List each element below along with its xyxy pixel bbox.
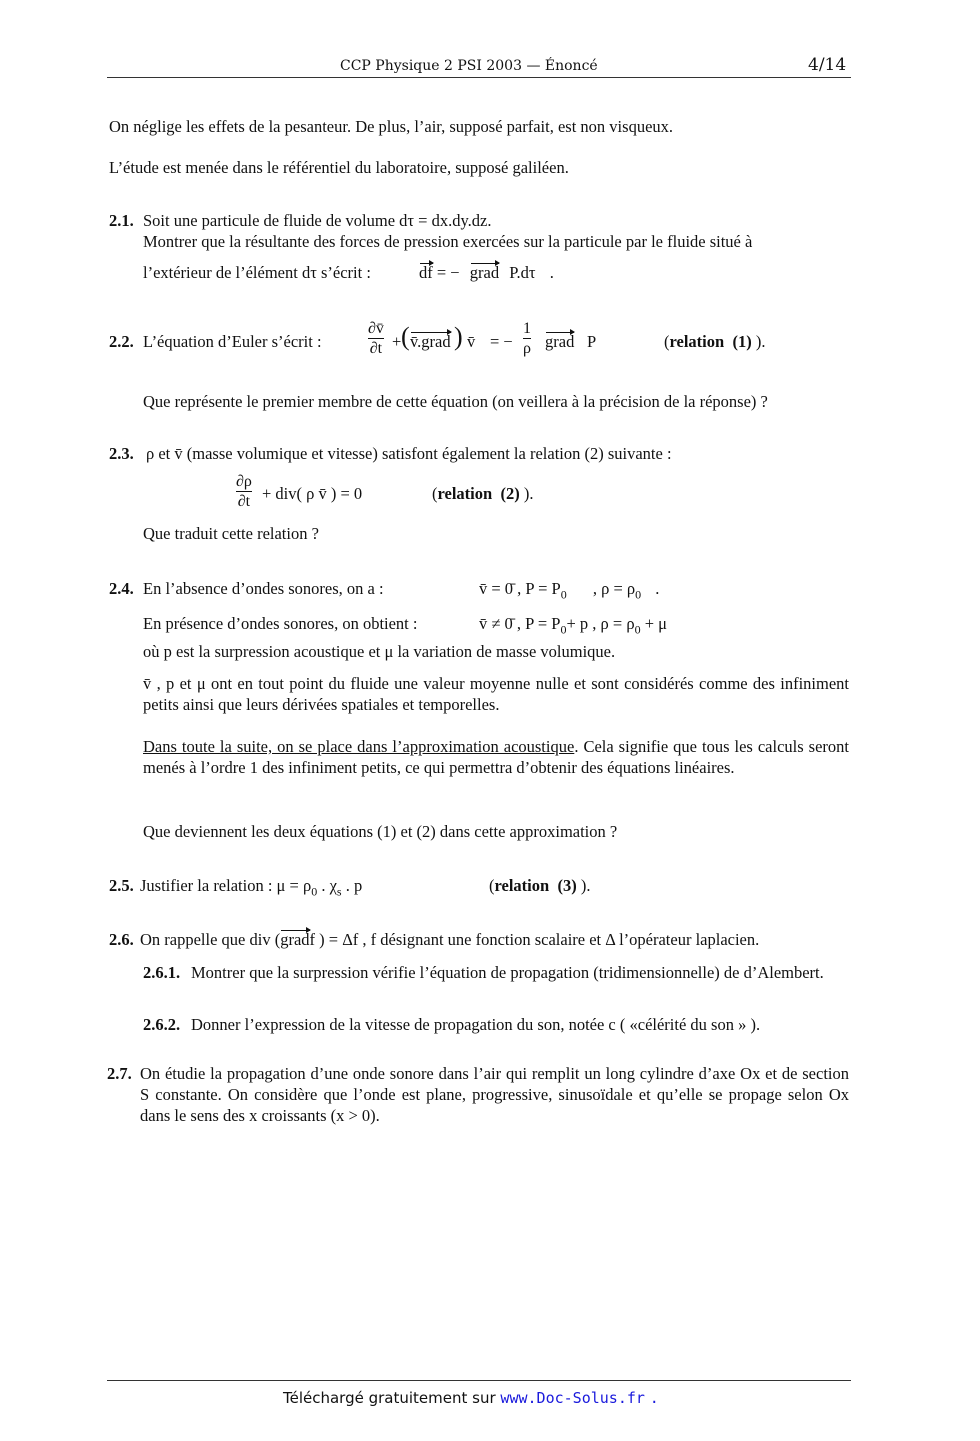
q22-paren-close: ) [454,322,463,351]
q22-paren-open: ( [401,322,410,351]
q27-number: 2.7. [107,1064,132,1083]
footer-text: Téléchargé gratuitement sur [283,1389,496,1407]
relation-1-label: (relation (1) ). [664,332,766,351]
q23-question: Que traduit cette relation ? [143,524,319,543]
relation-2-label: (relation (2) ). [432,484,534,503]
q23-text: ρ et v̄ (masse volumique et vitesse) satisfont également la relation (2) suivante : [146,444,672,463]
q24-para-1: v̄ , p et μ ont en tout point du fluide une valeur moyenne nulle et sont considérés comme des infiniment petits ainsi que leurs dérivées spatiales et temporelles. [143,674,849,714]
q24-eq-1: v̄ = 0̄ , $P = P_0$ , $\rho = \rho_0$ . [479,579,660,602]
q23-number: 2.3. [109,444,134,463]
dv-dt-fraction [368,319,384,358]
q21-line-1: Soit une particule de fluide de volume dτ = dx.dy.dz. [143,211,492,230]
q24-question: Que deviennent les deux équations (1) et (2) dans cette approximation ? [143,822,618,841]
header-title: CCP Physique 2 PSI 2003 — Énoncé [340,58,598,74]
q21-line-2: Montrer que la résultante des forces de pression exercées sur la particule par le fluide situé à [143,232,753,251]
header-rule [107,77,851,78]
q21-number: 2.1. [109,211,134,230]
q23-formula-rest: + div( ρ v̄ ) = 0 [262,484,363,503]
q24-line-2: En présence d’ondes sonores, on obtient : [143,614,418,633]
q21-formula [419,262,554,283]
intro-line-2: L’étude est menée dans le référentiel du laboratoire, supposé galiléen. [109,158,569,177]
q22-grad: grad [545,332,575,351]
q22-plus: + [392,332,402,351]
grad-vector: grad [469,263,500,282]
q262-number: 2.6.2. [143,1015,181,1034]
q262-text: Donner l’expression de la vitesse de propagation du son, notée c ( «célérité du son » ). [191,1015,761,1034]
drho-dt-fraction [236,472,252,511]
q24-line-1: En l’absence d’ondes sonores, on a : [143,579,384,598]
relation-3-label: (relation (3) ). [489,876,591,895]
q22-question: Que représente le premier membre de cette équation (on veillera à la précision de la réponse) ? [143,392,768,411]
q24-number: 2.4. [109,579,134,598]
q26-number: 2.6. [109,930,134,949]
intro-line-1: On néglige les effets de la pesanteur. De plus, l’air, supposé parfait, est non visqueux. [109,117,674,136]
one-over-rho-fraction [523,319,531,358]
q261-text: Montrer que la surpression vérifie l’équation de propagation (tridimensionnelle) de d’Alembert. [191,963,824,982]
q24-eq-2: v̄ ≠ 0̄ , $P = P_0+ p$ , $\rho = \rho_0 + \mu$ [479,614,667,637]
q261-number: 2.6.1. [143,963,181,982]
q22-text: L’équation d’Euler s’écrit : [143,332,322,351]
dv-numerator: ∂v̄ [368,320,384,337]
q22-vgrad: v̄.grad [410,332,451,351]
q21-dot: . [549,263,554,282]
q25-text: Justifier la relation : $\mu = \rho_0$ . $\chi_s$ . p [140,876,363,899]
dt-denominator: ∂t [369,340,383,357]
drho-numerator: ∂ρ [236,473,252,490]
q24-line-3: où p est la surpression acoustique et μ la variation de masse volumique. [143,642,616,661]
rho-denominator: ρ [523,340,531,357]
one-numerator: 1 [523,320,531,337]
df-vector: df [419,263,433,282]
q22-number: 2.2. [109,332,134,351]
q24-para-2: Dans toute la suite, on se place dans l’approximation acoustique. Cela signifie que tous les calculs seront menés à l’ordre 1 des infiniment petits, ce qui permettra d’obtenir des équations linéaires. [143,737,849,777]
q21-line-3: l’extérieur de l’élément dτ s’écrit : [143,263,371,282]
q22-eq: = − [490,332,513,351]
dt-denominator-2: ∂t [237,493,251,510]
q27-text: On étudie la propagation d’une onde sonore dans l’air qui remplit un long cylindre d’axe Ox et de section S constante. On considère que l’onde est plane, progressive, sinusoïdale et qu’elle se propage selon Ox dans le sens des x croissants (x > 0). [140,1064,849,1125]
grad-vector-2: grad [280,930,310,949]
q25-number: 2.5. [109,876,134,895]
q26-text: On rappelle que div (gradf ) = Δf , f désignant une fonction scalaire et Δ l’opérateur laplacien. [140,930,760,949]
footer-rule [107,1380,851,1381]
q22-P: P [587,332,597,351]
q22-v: v̄ [467,332,476,351]
footer-link[interactable]: www.Doc-Solus.fr [500,1389,645,1407]
page-number: 4/14 [808,55,847,75]
approximation-underline: Dans toute la suite, on se place dans l’approximation acoustique [143,737,575,756]
q21-eq: = − [436,263,460,282]
q21-tail: P.dτ [509,263,536,282]
footer: Téléchargé gratuitement sur www.Doc-Solus.fr . [283,1389,659,1407]
